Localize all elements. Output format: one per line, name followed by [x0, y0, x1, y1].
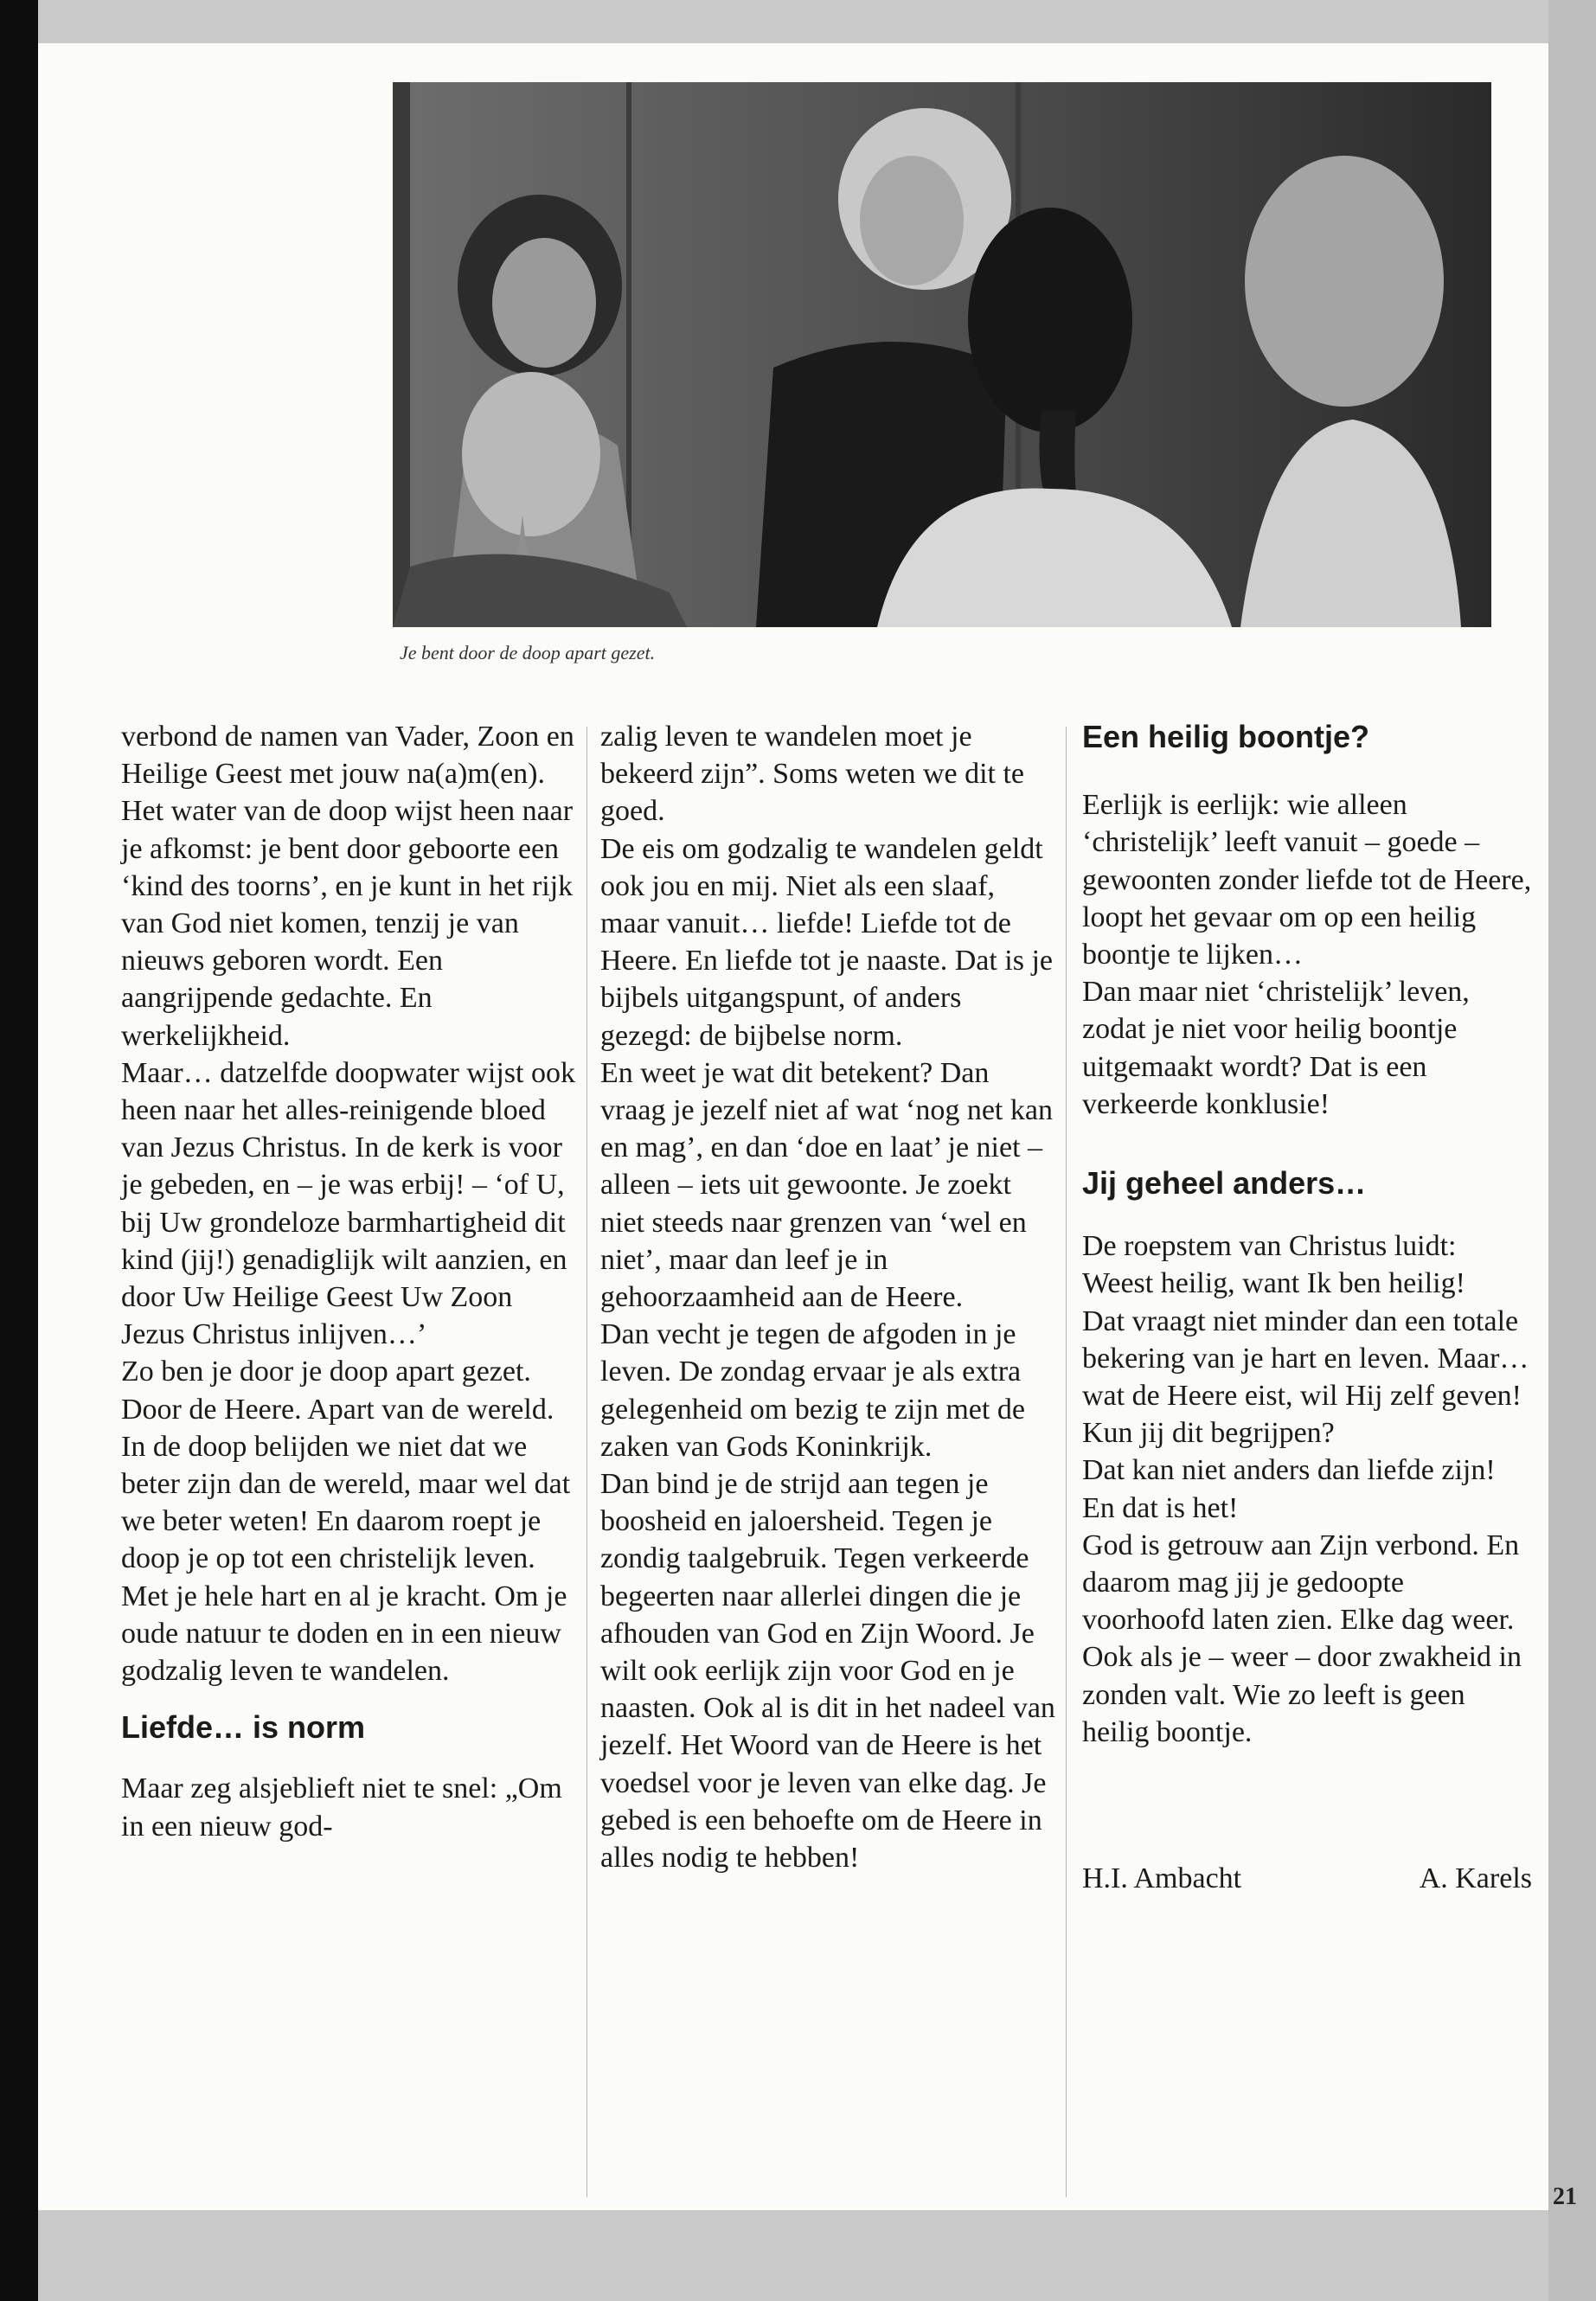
paragraph: Eerlijk is eerlijk: wie alleen ‘christelijk’ leeft vanuit – goede – gewoonten zonder liefde tot de Heere, loopt het gevaar om op een heilig boontje te lijken… [1082, 789, 1532, 971]
scan-border-right [1548, 0, 1596, 2301]
paragraph: zalig leven te wandelen moet je bekeerd zijn”. Soms weten we dit te goed. [600, 721, 1025, 828]
signature-place: H.I. Ambacht [1082, 1862, 1242, 1895]
section-heading: Een heilig boontje? [1082, 719, 1369, 754]
paragraph: En weet je wat dit betekent? Dan vraag je jezelf niet af wat ‘nog net kan en mag’, en dan ‘doe en laat’ je niet – alleen – iets uit gewoonte. Je zoekt niet steeds naar grenzen van ‘wel en niet’, maar dan leef je in gehoorzaamheid aan de Heere. [600, 1056, 1053, 1314]
paragraph: Het water van de doop wijst heen naar je afkomst: je bent door geboorte een ‘kind des toorns’, en je kunt in het rijk van God niet komen, tenzij je van nieuws geboren wordt. Een aangrijpende gedachte. En werkelijkheid. [121, 795, 574, 1052]
article-column-3 [1082, 718, 1532, 1897]
page-number: 21 [1553, 2183, 1577, 2210]
column-rule-2 [1066, 727, 1067, 2197]
scan-border-left [0, 0, 38, 2301]
paragraph: Zo ben je door je doop apart gezet. Door de Heere. Apart van de wereld. In de doop belijden we niet dat we beter zijn dan de wereld, maar wel dat we beter weten! En daarom roept je doop je op tot een christelijk leven. Met je hele hart en al je kracht. Om je oude natuur te doden en in een nieuw godzalig leven te wandelen. [121, 1356, 571, 1688]
paragraph: De roepstem van Christus luidt: Weest heilig, want Ik ben heilig! [1082, 1230, 1465, 1300]
photo-caption: Je bent door de doop apart gezet. [400, 642, 656, 663]
article-column-1 [121, 718, 580, 1845]
paragraph: De eis om godzalig te wandelen geldt ook jou en mij. Niet als een slaaf, maar vanuit… liefde! Liefde tot de Heere. En liefde tot je naaste. Dat is je bijbels uitgangspunt, of anders gezegd: de bijbelse norm. [600, 832, 1053, 1052]
paragraph: God is getrouw aan Zijn verbond. En daarom mag jij je gedoopte voorhoofd laten zien. Elke dag weer. [1082, 1529, 1520, 1637]
signature-author: A. Karels [1419, 1862, 1532, 1895]
paragraph: Dat vraagt niet minder dan een totale bekering van je hart en leven. Maar… wat de Heere eist, wil Hij zelf geven! Kun jij dit begrijpen? [1082, 1304, 1529, 1450]
signature [1082, 1860, 1532, 1897]
section-heading: Jij geheel anders… [1082, 1165, 1367, 1202]
paragraph: Dat kan niet anders dan liefde zijn! [1082, 1454, 1496, 1487]
paragraph: verbond de namen van Vader, Zoon en Heilige Geest met jouw na(a)m(en). [121, 721, 574, 791]
article-photo [393, 82, 1491, 627]
article-column-2 [600, 718, 1059, 1876]
section-heading: Liefde… is norm [121, 1709, 366, 1746]
paragraph: En dat is het! [1082, 1491, 1239, 1524]
column-rule-1 [586, 727, 587, 2197]
paragraph: Maar… datzelfde doopwater wijst ook heen naar het alles-reinigende bloed van Jezus Christus. In de kerk is voor je gebeden, en – je was erbij! – ‘of U, bij Uw grondeloze barmhartigheid dit kind (jij!) genadiglijk wilt aanzien, en door Uw Heilige Geest Uw Zoon Jezus Christus inlijven…’ [121, 1056, 575, 1351]
magazine-page [38, 43, 1548, 2210]
photo-girls-illustration [393, 82, 1491, 627]
paragraph: Dan vecht je tegen de afgoden in je leven. De zondag ervaar je als extra gelegenheid om bezig te zijn met de zaken van Gods Koninkrijk. [600, 1318, 1025, 1463]
paragraph: Maar zeg alsjeblieft niet te snel: „Om in een nieuw god- [121, 1772, 562, 1843]
paragraph: Dan bind je de strijd aan tegen je boosheid en jaloersheid. Tegen je zondig taalgebruik. Tegen verkeerde begeerten naar allerlei dingen die je afhouden van God en Zijn Woord. Je wilt ook eerlijk zijn voor God en je naasten. Ook al is dit in het nadeel van jezelf. Het Woord van de Heere is het voedsel voor je leven van elke dag. Je gebed is een behoefte om de Heere in alles nodig te hebben! [600, 1468, 1055, 1875]
paragraph: Ook als je – weer – door zwakheid in zonden valt. Wie zo leeft is geen heilig boontje. [1082, 1641, 1522, 1748]
paragraph: Dan maar niet ‘christelijk’ leven, zodat je niet voor heilig boontje uitgemaakt wordt? Dat is een verkeerde konklusie! [1082, 976, 1470, 1120]
